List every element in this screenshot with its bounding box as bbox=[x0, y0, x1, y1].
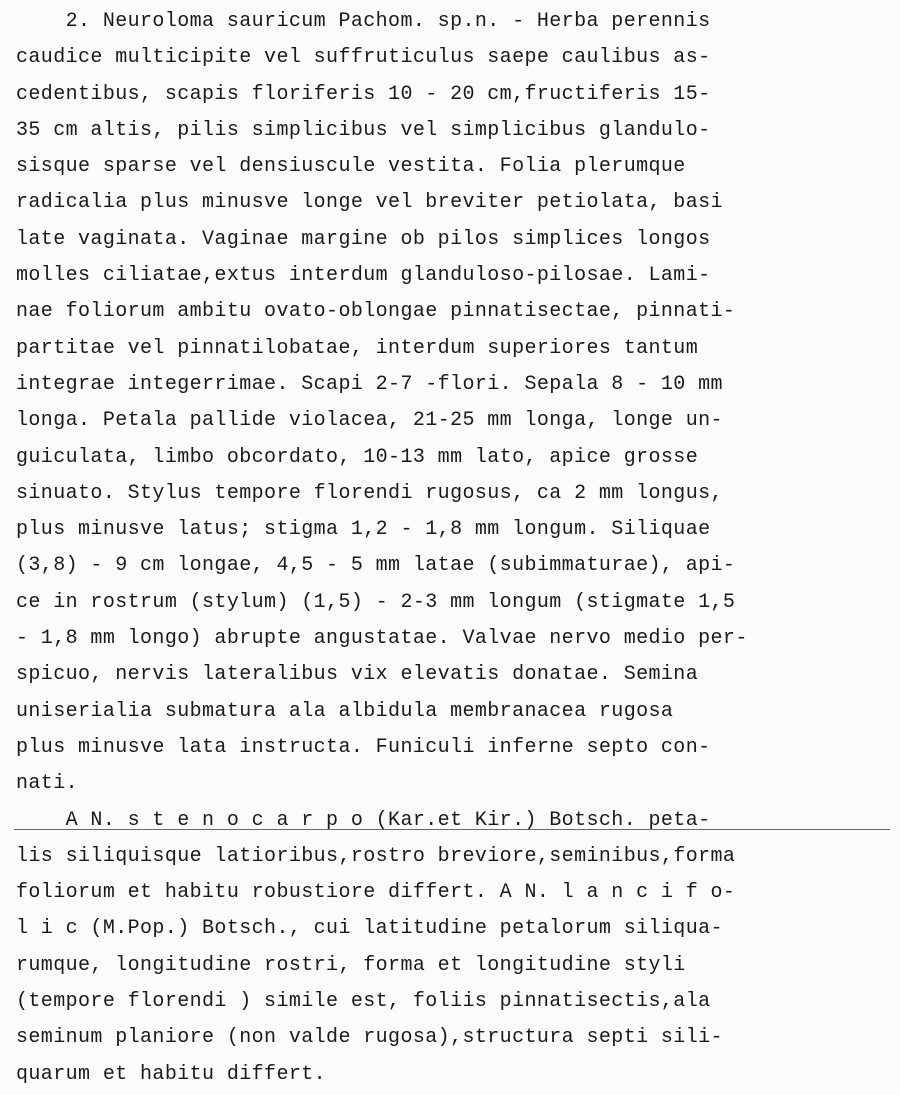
text-line: longa. Petala pallide violacea, 21-25 mm longa, longe un- bbox=[16, 409, 723, 433]
text-line: caudice multicipite vel suffruticulus saepe caulibus as- bbox=[16, 46, 711, 70]
text-line: ce in rostrum (stylum) (1,5) - 2-3 mm longum (stigmate 1,5 bbox=[16, 590, 736, 614]
text-line: uniserialia submatura ala albidula membranacea rugosa bbox=[16, 699, 674, 723]
text-line: spicuo, nervis lateralibus vix elevatis donatae. Semina bbox=[16, 663, 699, 687]
text-line: cedentibus, scapis floriferis 10 - 20 cm,fructiferis 15- bbox=[16, 82, 711, 106]
text-line: plus minusve lata instructa. Funiculi inferne septo con- bbox=[16, 735, 711, 759]
body-text bbox=[16, 4, 896, 1093]
text-line: rumque, longitudine rostri, forma et longitudine styli bbox=[16, 953, 686, 977]
text-line: guiculata, limbo obcordato, 10-13 mm lato, apice grosse bbox=[16, 445, 699, 469]
text-line: l i c (M.Pop.) Botsch., cui latitudine petalorum siliqua- bbox=[16, 917, 723, 941]
text-line: (tempore florendi ) simile est, foliis pinnatisectis,ala bbox=[16, 990, 711, 1014]
text-line: quarum et habitu differt. bbox=[16, 1062, 327, 1086]
text-line: - 1,8 mm longo) abrupte angustatae. Valvae nervo medio per- bbox=[16, 627, 748, 651]
text-line: seminum planiore (non valde rugosa),structura septi sili- bbox=[16, 1026, 723, 1050]
text-line: sinuato. Stylus tempore florendi rugosus, ca 2 mm longus, bbox=[16, 481, 723, 505]
text-line: foliorum et habitu robustiore differt. A N. l a n c i f o- bbox=[16, 881, 736, 905]
text-line: molles ciliatae,extus interdum glanduloso-pilosae. Lami- bbox=[16, 264, 711, 288]
text-line: sisque sparse vel densiuscule vestita. Folia plerumque bbox=[16, 155, 686, 179]
text-line: nati. bbox=[16, 772, 79, 796]
text-line: (3,8) - 9 cm longae, 4,5 - 5 mm latae (subimmaturae), api- bbox=[16, 554, 736, 578]
text-line: 2. Neuroloma sauricum Pachom. sp.n. - Herba perennis bbox=[16, 10, 711, 33]
text-line: integrae integerrimae. Scapi 2-7 -flori. Sepala 8 - 10 mm bbox=[16, 372, 723, 396]
text-line: 35 cm altis, pilis simplicibus vel simplicibus glandulo- bbox=[16, 118, 711, 142]
text-line: late vaginata. Vaginae margine ob pilos simplices longos bbox=[16, 227, 711, 251]
text-line: nae foliorum ambitu ovato-oblongae pinnatisectae, pinnati- bbox=[16, 300, 736, 324]
text-line: lis siliquisque latioribus,rostro breviore,seminibus,forma bbox=[16, 844, 736, 868]
text-line: plus minusve latus; stigma 1,2 - 1,8 mm longum. Siliquae bbox=[16, 518, 711, 542]
text-line: radicalia plus minusve longe vel breviter petiolata, basi bbox=[16, 191, 723, 215]
text-line: partitae vel pinnatilobatae, interdum superiores tantum bbox=[16, 336, 699, 360]
text-line: A N. s t e n o c a r p o (Kar.et Kir.) Botsch. peta- bbox=[16, 808, 711, 832]
